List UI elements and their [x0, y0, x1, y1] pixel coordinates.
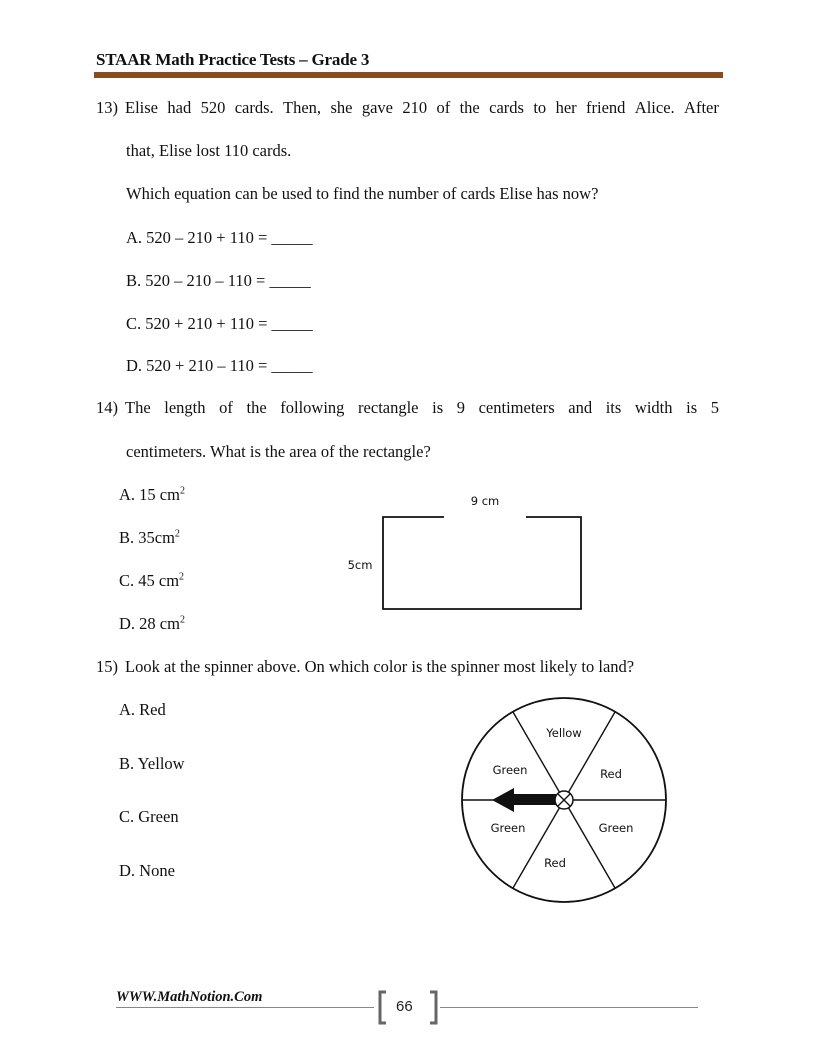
stem-word: her: [555, 98, 577, 117]
q15-number: 15): [96, 657, 118, 676]
stem-word: The: [125, 398, 151, 417]
q13-question: Which equation can be used to find the number of cards Elise has now?: [126, 184, 599, 203]
page-number: 66: [396, 998, 413, 1015]
stem-word: its: [605, 398, 622, 417]
q14-option-c-exponent: 2: [179, 571, 185, 583]
page-header-title: STAAR Math Practice Tests – Grade 3: [96, 50, 370, 69]
header-rule: [94, 72, 723, 78]
spinner-pivot: [555, 791, 573, 809]
footer-rule-left: [116, 1007, 374, 1008]
spinner-section-label: Green: [492, 763, 528, 777]
rectangle-length-label: 9 cm: [470, 494, 500, 508]
q14-option-b-exponent: 2: [174, 528, 180, 540]
q14-option-d-exponent: 2: [179, 614, 185, 626]
spinner-section-label: Green: [490, 821, 526, 835]
stem-word: gave: [361, 98, 393, 117]
stem-word: to: [533, 98, 547, 117]
q14-option-a: A. 15 $cm^2$: [119, 485, 185, 504]
stem-word: Then,: [283, 98, 322, 117]
stem-word: and: [568, 398, 593, 417]
q13-stem-line2: that, Elise lost 110 cards.: [126, 141, 292, 160]
stem-word: length: [164, 398, 206, 417]
stem-word: the: [459, 98, 480, 117]
spinner-figure: [458, 694, 670, 906]
stem-word: 5: [710, 398, 719, 417]
spinner-section-label: Red: [600, 767, 622, 781]
stem-word: is: [686, 398, 698, 417]
q14-option-d: D. 28 $cm^2$: [119, 614, 185, 633]
stem-word: of: [436, 98, 451, 117]
q15-option-a: A. Red: [119, 700, 166, 719]
stem-word: After: [684, 98, 719, 117]
stem-word: Alice.: [634, 98, 675, 117]
q14-number: 14): [96, 398, 118, 417]
spinner-section-label: Red: [544, 856, 566, 870]
rectangle-width-label: 5cm: [347, 558, 373, 572]
q15-option-c: C. Green: [119, 807, 179, 826]
stem-word: friend: [586, 98, 626, 117]
q13-option-c: C. 520 + 210 + 110 = _____: [126, 314, 313, 333]
stem-word: width: [634, 398, 673, 417]
stem-word: rectangle: [358, 398, 419, 417]
stem-word: 520: [200, 98, 226, 117]
footer-website: WWW.MathNotion.Com: [116, 989, 263, 1005]
q13-number: 13): [96, 98, 118, 117]
stem-word: cards.: [234, 98, 274, 117]
q14-stem-line2: centimeters. What is the area of the rectangle?: [126, 442, 431, 461]
stem-word: of: [219, 398, 233, 417]
stem-word: the: [246, 398, 267, 417]
q13-option-a: A. 520 – 210 + 110 = _____: [126, 228, 313, 247]
stem-word: following: [280, 398, 345, 417]
q13-option-b: B. 520 – 210 – 110 = _____: [126, 271, 311, 290]
stem-word: 9: [456, 398, 465, 417]
q14-option-a-exponent: 2: [179, 485, 185, 497]
q14-stem-line1: [125, 398, 719, 418]
rectangle-figure: [340, 490, 600, 620]
q13-stem-line1: [125, 98, 719, 118]
footer-rule-right: [440, 1007, 698, 1008]
stem-word: 210: [402, 98, 428, 117]
stem-word: cards: [489, 98, 524, 117]
rectangle-outline: [383, 517, 581, 609]
q14-option-c: C. 45 $cm^2$: [119, 571, 185, 590]
spinner-section-label: Yellow: [546, 726, 582, 740]
q15-option-b: B. Yellow: [119, 754, 185, 773]
stem-word: Elise: [125, 98, 158, 117]
q15-option-d: D. None: [119, 861, 175, 880]
stem-word: had: [167, 98, 192, 117]
q15-question: Look at the spinner above. On which color is the spinner most likely to land?: [125, 657, 635, 676]
q14-option-b: B. $35cm^2$: [119, 528, 180, 547]
stem-word: is: [432, 398, 444, 417]
q13-option-d: D. 520 + 210 – 110 = _____: [126, 356, 313, 375]
stem-word: she: [330, 98, 353, 117]
spinner-section-label: Green: [598, 821, 634, 835]
stem-word: centimeters: [478, 398, 555, 417]
